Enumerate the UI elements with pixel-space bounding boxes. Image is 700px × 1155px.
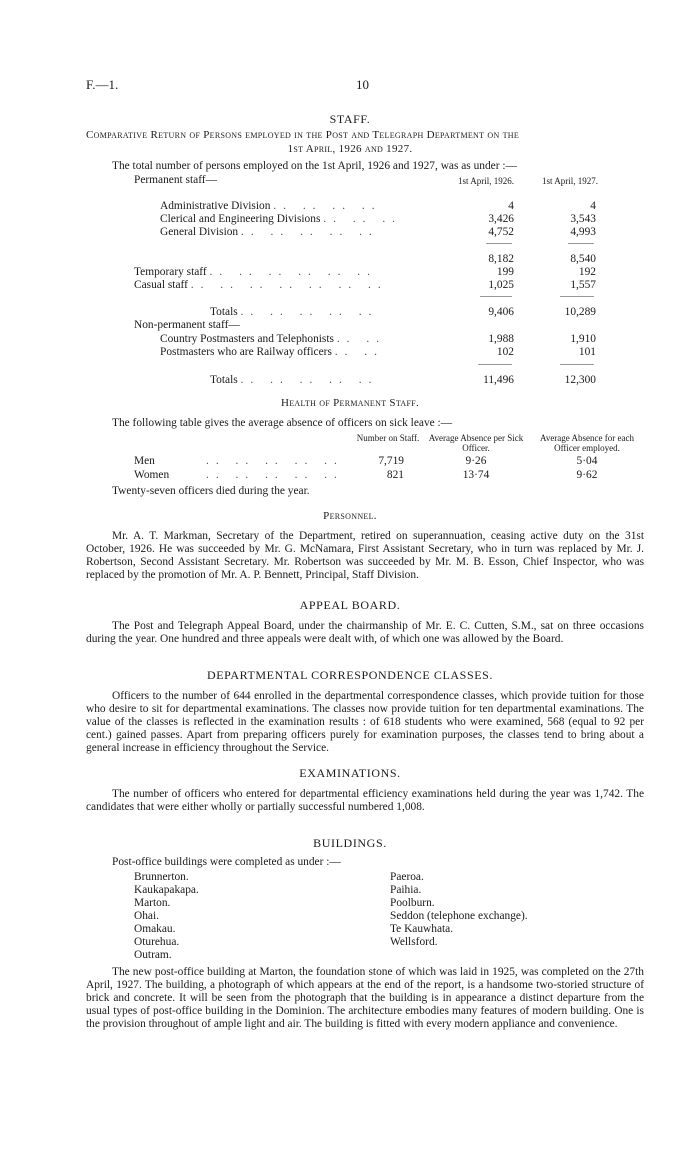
building-item: Marton.: [134, 897, 171, 909]
row-label: Totals .. .. .. .. ..: [210, 306, 379, 318]
total-rule: [478, 364, 512, 365]
health-avg-employed: 5·04: [576, 455, 598, 467]
subtotal-1927: 8,540: [570, 253, 596, 265]
appeal-heading: APPEAL BOARD.: [299, 598, 401, 612]
col-header-number: Number on Staff.: [356, 433, 420, 443]
row-value-1927: 4,993: [570, 226, 596, 238]
classes-paragraph: Officers to the number of 644 enrolled in the departmental correspondence classes, which provide tuition for those who desire to sit for departmental examinations. The classes now provide tuition for ten departmental examinations. The value of the classes is reflected in the examination results : of 618 students who were examined, 568 (equal to 92 per cent.) gained passes. Apart from preparing officers purely for examination purposes, the classes tend to bring about a general increase in efficiency throughout the Service.: [86, 690, 644, 755]
staff-intro: The total number of persons employed on the 1st April, 1926 and 1927, was as under :—: [112, 160, 517, 172]
building-item: Brunnerton.: [134, 871, 189, 883]
building-item: Te Kauwhata.: [390, 923, 454, 935]
appeal-paragraph: The Post and Telegraph Appeal Board, under the chairmanship of Mr. E. C. Cutten, S.M., sat on three occasions during the year. One hundred and three appeals were dealt with, of which one was allowed by the Board.: [86, 620, 644, 646]
row-label: Clerical and Engineering Divisions .. .. ..: [160, 213, 403, 225]
row-label: Postmasters who are Railway officers .. ..: [160, 346, 384, 358]
row-value-1926: 199: [496, 266, 514, 278]
subtotal-1926: 8,182: [488, 253, 514, 265]
exams-paragraph: The number of officers who entered for departmental efficiency examinations held during the year was 1,742. The candidates that were either wholly or partially successful numbered 1,008.: [86, 788, 644, 814]
building-item: Oturehua.: [134, 936, 180, 948]
health-avg-sick: 9·26: [465, 455, 487, 467]
health-number: 7,719: [378, 455, 404, 467]
page-number: 10: [356, 77, 369, 92]
classes-heading: DEPARTMENTAL CORRESPONDENCE CLASSES.: [206, 668, 494, 682]
health-row-label: Men: [134, 455, 155, 467]
row-value-1926: 11,496: [483, 374, 514, 386]
staff-subtitle-1: Comparative Return of Persons employed in the Post and Telegraph Department on the: [86, 129, 520, 141]
row-value-1927: 1,557: [570, 279, 596, 291]
building-item: Paihia.: [390, 884, 422, 896]
row-label: Temporary staff .. .. .. .. .. ..: [134, 266, 377, 278]
building-item: Ohai.: [134, 910, 159, 922]
row-value-1927: 3,543: [570, 213, 596, 225]
row-value-1926: 102: [496, 346, 514, 358]
page-reference: F.—1.: [86, 77, 119, 92]
subtotal-rule: [568, 243, 594, 244]
staff-subtitle-2: 1st April, 1926 and 1927.: [287, 143, 413, 155]
row-label: Country Postmasters and Telephonists .. ..: [160, 333, 387, 345]
row-value-1926: 4: [508, 200, 514, 212]
row-value-1927: 101: [578, 346, 596, 358]
health-number: 821: [386, 469, 404, 481]
row-label: General Division .. .. .. .. ..: [160, 226, 379, 238]
buildings-paragraph: The new post-office building at Marton, the foundation stone of which was laid in 1925, was completed on the 27th April, 1927. The building, a photograph of which appears at the end of the report, is a handsome two-storied structure of brick and concrete. It will be seen from the photograph that the building is in appearance a distinct departure from the usual types of post-office building in the Dominion. The architecture embodies many features of modern building. One is the provision throughout of ample light and air. The building is fitted with every modern appliance and convenience.: [86, 966, 644, 1031]
row-value-1926: 1,988: [488, 333, 514, 345]
health-heading: Health of Permanent Staff.: [280, 397, 420, 409]
staff-heading: STAFF.: [329, 112, 371, 126]
buildings-heading: BUILDINGS.: [313, 836, 387, 850]
building-item: Paeroa.: [390, 871, 424, 883]
row-value-1926: 9,406: [488, 306, 514, 318]
building-item: Seddon (telephone exchange).: [390, 910, 528, 922]
health-avg-employed: 9·62: [576, 469, 598, 481]
total-rule: [480, 296, 512, 297]
exams-heading: EXAMINATIONS.: [299, 766, 401, 780]
row-value-1927: 12,300: [564, 374, 596, 386]
permanent-staff-label: Permanent staff—: [134, 174, 217, 186]
col-header-1927: 1st April, 1927.: [541, 176, 598, 186]
col-header-avg-employed: Average Absence for each Officer employed.: [539, 433, 635, 453]
building-item: Omakau.: [134, 923, 176, 935]
building-item: Kaukapakapa.: [134, 884, 199, 896]
leader-dots: .. .. .. .. ..: [206, 469, 344, 481]
total-rule: [560, 364, 594, 365]
col-header-avg-sick: Average Absence per Sick Officer.: [428, 433, 524, 453]
total-rule: [560, 296, 594, 297]
building-item: Outram.: [134, 949, 172, 961]
row-label: Administrative Division .. .. .. ..: [160, 200, 382, 212]
building-item: Wellsford.: [390, 936, 438, 948]
personnel-heading: Personnel.: [323, 510, 377, 522]
row-value-1927: 1,910: [570, 333, 596, 345]
row-value-1926: 4,752: [488, 226, 514, 238]
row-value-1926: 1,025: [488, 279, 514, 291]
leader-dots: .. .. .. .. ..: [206, 455, 344, 467]
deaths-note: Twenty-seven officers died during the year.: [112, 485, 310, 497]
health-avg-sick: 13·74: [462, 469, 490, 481]
row-label: Totals .. .. .. .. ..: [210, 374, 379, 386]
row-value-1926: 3,426: [488, 213, 514, 225]
building-item: Poolburn.: [390, 897, 435, 909]
row-value-1927: 10,289: [564, 306, 596, 318]
nonpermanent-staff-label: Non-permanent staff—: [134, 319, 240, 331]
personnel-paragraph: Mr. A. T. Markman, Secretary of the Department, retired on superannuation, ceasing active duty on the 31st October, 1926. He was succeeded by Mr. G. McNamara, First Assistant Secretary, who in turn was replaced by Mr. J. Robertson, Second Assistant Secretary. Mr. Robertson was succeeded by Mr. M. B. Esson, Chief Inspector, who was replaced by the promotion of Mr. A. P. Bennett, Principal, Staff Division.: [86, 530, 644, 582]
row-value-1927: 4: [590, 200, 596, 212]
row-label: Casual staff .. .. .. .. .. .. ..: [134, 279, 388, 291]
subtotal-rule: [486, 243, 512, 244]
health-row-label: Women: [134, 469, 170, 481]
health-intro: The following table gives the average absence of officers on sick leave :—: [112, 417, 453, 429]
col-header-1926: 1st April, 1926.: [457, 176, 514, 186]
buildings-intro: Post-office buildings were completed as under :—: [112, 856, 341, 868]
row-value-1927: 192: [578, 266, 596, 278]
